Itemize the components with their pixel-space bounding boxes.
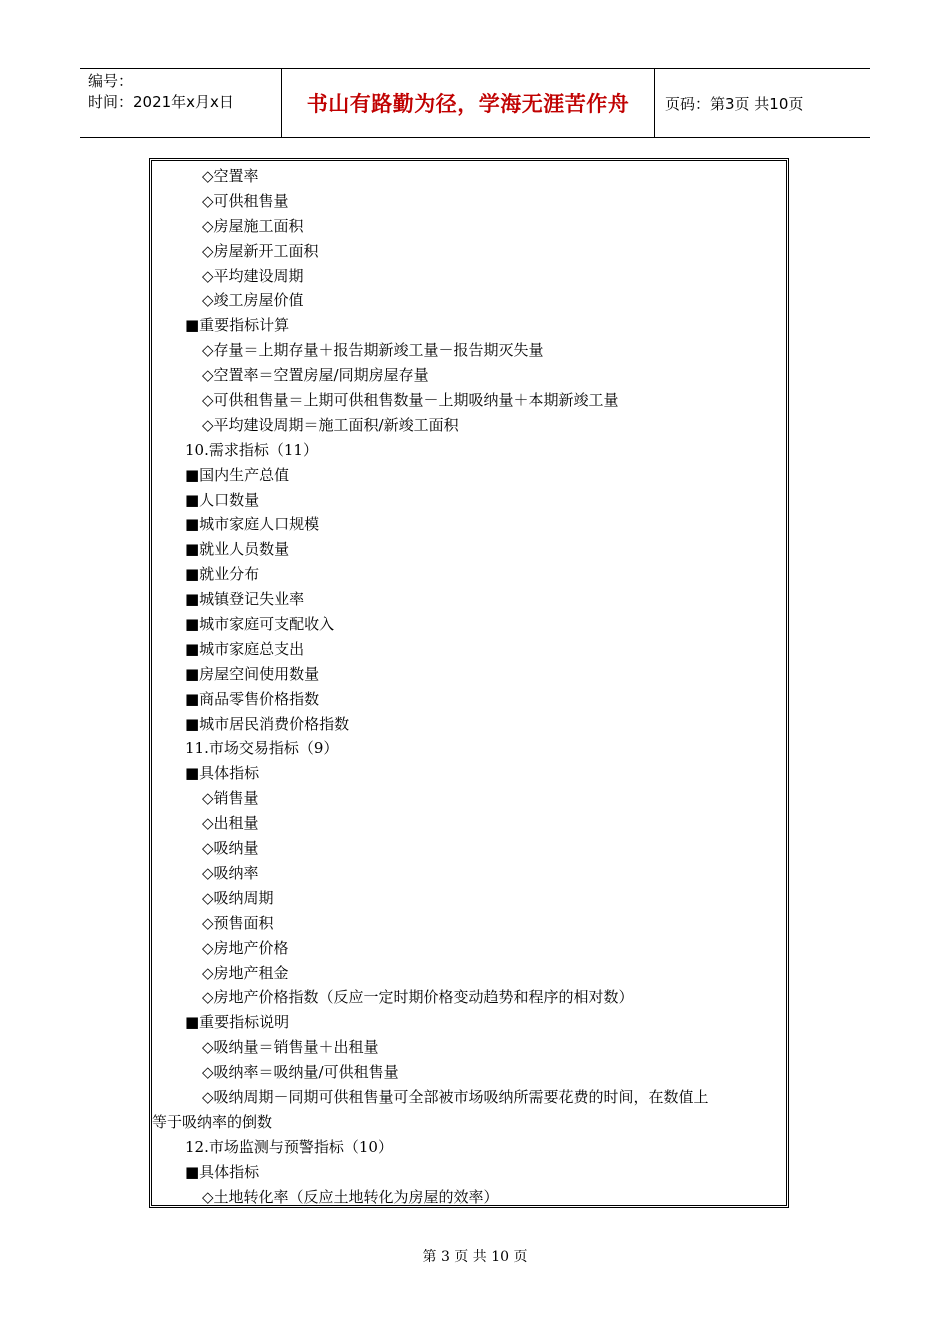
outline-heading: ■房屋空间使用数量 [185,664,320,683]
content-frame [149,158,789,1208]
outline-item: ◇可供租售量 [202,191,289,210]
outline-wrapped-item [152,1085,786,1135]
outline-list [152,164,786,1085]
outline-item: ◇销售量 [202,789,259,808]
outline-item: ◇房地产价格指数（反应一定时期价格变动趋势和程序的相对数） [202,988,634,1007]
header-page-code: 页码：第3页 共10页 [665,94,804,113]
outline-heading: ■城市家庭总支出 [185,639,305,658]
outline-item: ◇房屋新开工面积 [202,241,319,260]
wrapped-item-first: ◇吸纳周期－同期可供租售量可全部被市场吸纳所需要花费的时间，在数值上 [202,1087,709,1106]
content-body [152,161,786,1208]
outline-item: ◇平均建设周期 [202,266,304,285]
outline-heading: ■城镇登记失业率 [185,590,305,609]
outline-item: ◇吸纳周期 [202,888,274,907]
outline-item: ◇吸纳率 [202,863,259,882]
outline-item: ◇空置率＝空置房屋/同期房屋存量 [202,366,429,385]
outline-item: ◇吸纳率＝吸纳量/可供租售量 [202,1063,399,1082]
outline-item: ◇存量＝上期存量＋报告期新竣工量－报告期灭失量 [202,341,544,360]
outline-heading: ■重要指标说明 [185,1013,290,1032]
outline-heading: ■城市居民消费价格指数 [185,714,350,733]
document-time-label: 时间：2021年x月x日 [88,93,234,111]
outline-heading: ■城市家庭可支配收入 [185,615,335,634]
outline-item: ◇房屋施工面积 [202,216,304,235]
outline-heading: ■人口数量 [185,490,260,509]
outline-item: ◇竣工房屋价值 [202,291,304,310]
outline-item: ◇空置率 [202,167,259,185]
outline-heading: ■就业分布 [185,565,260,584]
outline-heading: ■商品零售价格指数 [185,689,320,708]
outline-list-tail [152,1135,786,1208]
outline-heading: ■就业人员数量 [185,540,290,559]
outline-heading: 11.市场交易指标（9） [185,739,339,758]
page-header [80,68,870,138]
wrapped-item-continuation: 等于吸纳率的倒数 [152,1112,273,1131]
outline-heading: ■重要指标计算 [185,316,290,335]
outline-item: ◇出租量 [202,814,259,833]
outline-item: ◇房地产租金 [202,963,289,982]
outline-heading: 10.需求指标（11） [185,440,318,459]
outline-item: ◇可供租售量＝上期可供租售数量－上期吸纳量＋本期新竣工量 [202,391,619,410]
page-footer: 第 3 页 共 10 页 [422,1249,528,1265]
outline-item: ◇吸纳量＝销售量＋出租量 [202,1038,379,1057]
outline-heading: ■城市家庭人口规模 [185,515,320,534]
outline-item: ◇房地产价格 [202,938,289,957]
outline-item: ◇土地转化率（反应土地转化为房屋的效率） [202,1187,499,1206]
outline-item: ◇平均建设周期＝施工面积/新竣工面积 [202,415,459,434]
outline-item: ◇预售面积 [202,913,274,932]
outline-heading: 12.市场监测与预警指标（10） [185,1137,393,1156]
header-info-cell [80,69,282,137]
outline-heading: ■国内生产总值 [185,465,290,484]
document-number-label: 编号： [88,72,134,90]
outline-heading: ■具体指标 [185,764,260,783]
header-motto: 书山有路勤为径，学海无涯苦作舟 [282,69,655,137]
outline-item: ◇吸纳量 [202,839,259,858]
outline-heading: ■具体指标 [185,1162,260,1181]
